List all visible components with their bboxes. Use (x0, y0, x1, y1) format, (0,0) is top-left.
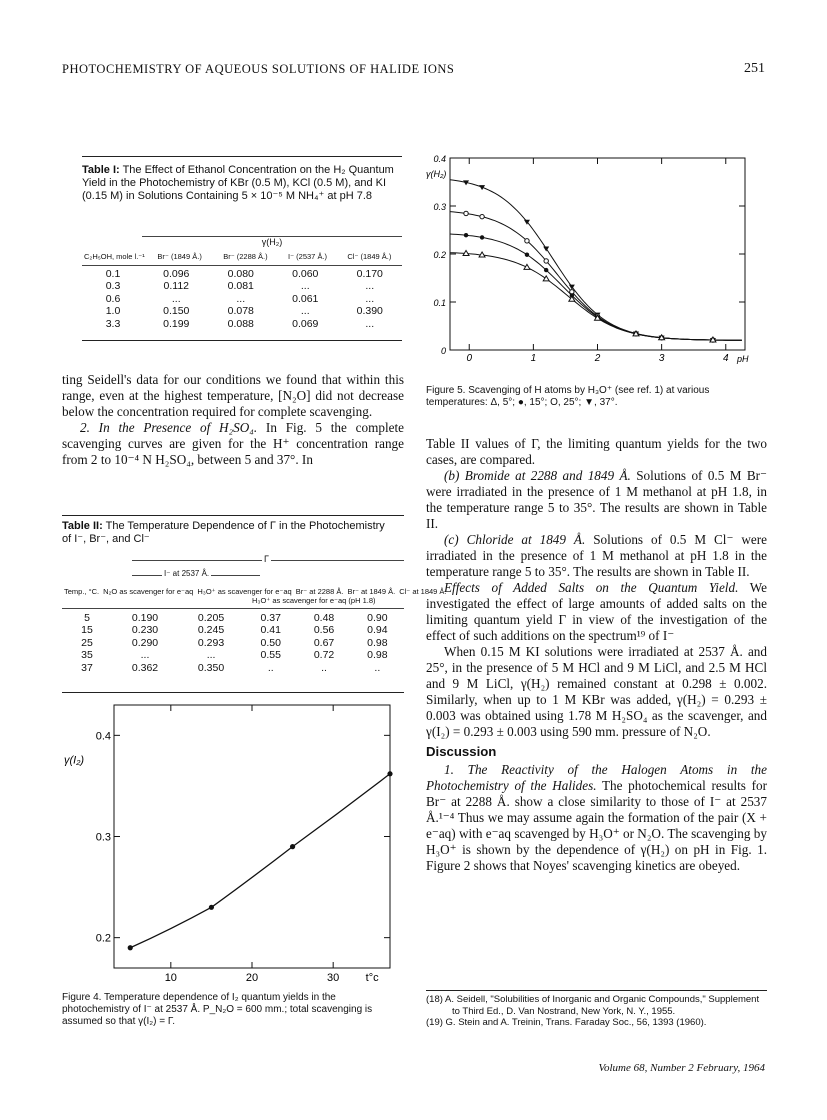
table-cell: 0.37 (260, 611, 281, 624)
references-rule (426, 990, 767, 991)
table-cell: 3.3 (105, 317, 121, 330)
y-tick-label: 0.3 (433, 202, 446, 212)
table-cell: 0.080 (227, 267, 254, 280)
table2-bottom-rule (62, 692, 404, 693)
table-cell: ... (365, 292, 375, 305)
table1 (82, 230, 402, 330)
table-cell: 0.061 (292, 292, 319, 305)
table-cell: 0.170 (356, 267, 383, 280)
data-point (544, 268, 548, 272)
table-cell: 35 (81, 649, 93, 662)
y-axis-label: γ(I₂) (64, 754, 85, 767)
table-cell: 0.94 (367, 624, 388, 637)
data-point (544, 259, 548, 263)
table1-caption: Table I: The Effect of Ethanol Concentration on the H₂ Quantum Yield in the Photochemistry of KBr (0.5 M), KCl (0.5 M), and KI (0.15 M) in Solutions Containing 5 × 10⁻⁵ M NH₄⁺ at pH 7.8 (82, 164, 394, 202)
table-cell: ... (365, 317, 375, 330)
table2-caption: Table II: The Temperature Dependence of Γ in the Photochemistry of I⁻, Br⁻, and Cl⁻ (62, 520, 385, 545)
table-row (82, 293, 402, 306)
table-cell: 0.3 (105, 280, 121, 293)
table-row (82, 268, 402, 281)
table-row (62, 649, 404, 662)
references (426, 994, 767, 1029)
y-tick-label: 0.2 (433, 250, 446, 260)
table-cell: 0.67 (313, 636, 335, 649)
right-column-text (426, 436, 767, 874)
x-tick-label: 4 (722, 353, 729, 364)
paragraph: 1. The Reactivity of the Halogen Atoms in the Photochemistry of the Halides. The photochemical results for Br⁻ at 2288 Å. show a close similarity to those of I⁻ at 2537 Å.¹⁻⁴ Thus we may assume again the formation of the pair (X + e⁻aq) with e⁻aq scavenged by H₃O⁺ or N₂O. The scavenging by H₃O⁺ is shown by the dependence of γ(H₂) on pH in Fig. 1. Figure 2 shows that Noyes' scavenging kinetics are obeyed. (426, 762, 767, 873)
data-point (543, 276, 549, 281)
table-cell: 0.6 (105, 292, 121, 305)
series-line (450, 253, 742, 341)
data-point (464, 211, 468, 215)
table-cell: 5 (84, 611, 90, 624)
figure5-plot (420, 150, 765, 375)
table-cell: 0.088 (227, 317, 254, 330)
table-cell: 0.081 (227, 280, 254, 293)
table-cell: 0.90 (367, 611, 388, 624)
paragraph: When 0.15 M KI solutions were irradiated at 2537 Å. and 25°, in the presence of 5 M HCl and 9 M LiCl, and 2.5 M HCl and 9 M LiCl, γ(H₂) remained constant at 0.298 ± 0.002. Similarly, when up to 1 M KBr was added, γ(H₂) = 0.293 ± 0.003 was obtained using 1.78 M H₂SO₄ as the scavenger, and γ(I₂) = 0.293 ± 0.003 using 590 mm. pressure of N₂O. (426, 644, 767, 739)
table-cell: 0.150 (163, 305, 190, 318)
paragraph: Table II values of Γ, the limiting quantum yields for the two cases, are compared. (426, 436, 767, 467)
table2-header-row: Temp., °C. N₂O as scavenger for e⁻aq H₃O⁺ as scavenger for e⁻aq Br⁻ at 2288 Å. Br⁻ at 1849 Å. Cl⁻ at 1849 Å. (64, 587, 447, 596)
table1-top-rule (82, 156, 402, 157)
table-cell: .. (267, 661, 274, 674)
data-point (128, 945, 133, 950)
table-cell: 0.98 (367, 649, 388, 662)
data-point (480, 214, 484, 218)
y-tick-label: 0.1 (433, 298, 446, 308)
x-tick-label: 3 (658, 353, 665, 364)
data-point (464, 233, 468, 237)
table-cell: 1.0 (105, 305, 121, 318)
table-cell: 0.1 (105, 267, 121, 280)
table-cell: 37 (81, 661, 93, 674)
table-cell: ... (140, 649, 150, 662)
table2-body (62, 612, 404, 675)
table-row (62, 612, 404, 625)
reference-item: (19) G. Stein and A. Treinin, Trans. Faraday Soc., 56, 1393 (1960). (426, 1017, 707, 1028)
table-cell: 0.069 (292, 317, 319, 330)
table-cell: 0.55 (260, 649, 281, 662)
table2-top-rule (62, 515, 404, 516)
x-axis-label: pH (737, 354, 749, 364)
y-axis-label: γ(H₂) (426, 169, 447, 180)
table-cell: 0.199 (163, 317, 190, 330)
figure5-caption: Figure 5. Scavenging of H atoms by H₃O⁺ (see ref. 1) at various temperatures: Δ, 5°; ●, 15°; O, 25°; ▼, 37°. (426, 385, 710, 408)
figure4-caption: Figure 4. Temperature dependence of I₂ quantum yields in the photochemistry of I⁻ at 2537 Å. P_N₂O = 600 mm.; total scavenging is assumed so that γ(I₂) = Γ. (62, 992, 373, 1027)
x-tick-label: 10 (164, 972, 177, 984)
data-point (543, 247, 549, 252)
table-cell: 0.290 (131, 636, 159, 649)
data-point (209, 905, 214, 910)
table-cell: 0.293 (197, 636, 225, 649)
paragraph: (b) Bromide at 2288 and 1849 Å. Solutions of 0.5 M Br⁻ were irradiated in the presence of 1 M methanol at pH 1.8, in the temperature range 5 to 35°. The results are shown in Table II. (426, 468, 767, 531)
plot-frame (114, 705, 390, 968)
table1-bottom-rule (82, 340, 402, 341)
table-cell: 0.50 (260, 636, 281, 649)
x-tick-label: 2 (594, 353, 601, 364)
series-line (450, 212, 742, 341)
plot-frame (450, 158, 745, 350)
table-cell: 0.060 (292, 267, 319, 280)
table-row (62, 662, 404, 675)
table-cell: 0.362 (131, 661, 159, 674)
page-number: 251 (744, 61, 765, 76)
x-tick-label: 0 (466, 353, 473, 364)
data-point (480, 235, 484, 239)
table-row (82, 318, 402, 331)
x-tick-label: 20 (245, 972, 259, 984)
table-cell: 0.205 (197, 611, 225, 624)
table-row (62, 637, 404, 650)
discussion-heading: Discussion (426, 744, 497, 759)
table-cell: 0.190 (131, 611, 159, 624)
table-cell: .. (321, 661, 327, 674)
series-line (450, 234, 742, 340)
table-cell: 0.41 (260, 624, 281, 637)
table-cell: 0.245 (197, 624, 225, 637)
data-point (290, 844, 295, 849)
page-footer: Volume 68, Number 2 February, 1964 (598, 1062, 765, 1074)
figure4-plot (62, 700, 407, 990)
table1-body (82, 268, 402, 331)
y-tick-label: 0.4 (433, 154, 446, 164)
table-cell: ... (171, 292, 181, 305)
table2-subheader: H₃O⁺ as scavenger for e⁻aq (pH 1.8) (252, 595, 376, 605)
table1-header-row: C₂H₅OH, mole l.⁻¹ Br⁻ (1849 Å.) Br⁻ (2288 Å.) I⁻ (2537 Å.) Cl⁻ (1849 Å.) (84, 252, 392, 261)
data-point (525, 239, 529, 243)
y-tick-label: 0.2 (95, 932, 111, 945)
table-row (62, 624, 404, 637)
x-tick-label: 1 (530, 353, 537, 364)
y-tick-label: 0 (440, 346, 446, 356)
table-cell: 0.56 (313, 624, 335, 637)
table2-gamma-header: Γ (264, 554, 269, 564)
left-column-text (62, 372, 404, 468)
table-cell: 0.078 (227, 305, 254, 318)
table-cell: 0.98 (367, 636, 388, 649)
table-cell: 0.48 (313, 611, 335, 624)
table-cell: 0.72 (313, 649, 335, 662)
x-axis-label: t°c (365, 972, 379, 984)
paragraph: 2. In the Presence of H₂SO₄. In Fig. 5 the complete scavenging curves are given for the H⁺ concentration range from 2 to 10⁻⁴ N H₂SO₄, between 5 and 37°. In (62, 420, 404, 467)
table-cell: .. (374, 661, 381, 674)
x-tick-label: 30 (327, 972, 340, 984)
series-line (130, 774, 390, 948)
table-cell: 0.230 (131, 624, 159, 637)
table-cell: 0.390 (356, 305, 383, 318)
table-cell: ... (300, 280, 310, 293)
table-row (82, 305, 402, 318)
table1-span-header: γ(H₂) (142, 236, 402, 247)
table2 (62, 554, 447, 674)
paragraph: (c) Chloride at 1849 Å. Solutions of 0.5 M Cl⁻ were irradiated in the presence of 1 M methanol at pH 1.8 in the temperature range 5 to 35°. The results are shown in Table II. (426, 532, 767, 579)
table2-i-header: I⁻ at 2537 Å. (164, 569, 210, 578)
table-row (82, 280, 402, 293)
paragraph: Effects of Added Salts on the Quantum Yield. We investigated the effect of large amounts of added salts on the limiting quantum yield Γ in view of the investigation of the effect of such additions on the spectrum¹⁹ of I⁻ (426, 580, 767, 643)
data-point (387, 771, 392, 776)
table-cell: 25 (81, 636, 93, 649)
table-cell: 0.112 (163, 280, 189, 293)
table-cell: 15 (81, 624, 93, 637)
table-cell: ... (206, 649, 216, 662)
reference-item: (18) A. Seidell, "Solubilities of Inorganic and Organic Compounds," Supplement to Third Ed., D. Van Nostrand, New York, N. Y., 1955. (426, 994, 760, 1017)
y-tick-label: 0.3 (95, 831, 111, 844)
table-cell: 0.350 (197, 661, 225, 674)
table-cell: 0.096 (163, 267, 190, 280)
data-point (525, 253, 529, 257)
paragraph: ting Seidell's data for our conditions we found that within this range, even at the highest temperature, [N₂O] did not decrease below the concentration required for complete scavenging. (62, 372, 404, 419)
y-tick-label: 0.4 (95, 730, 111, 743)
table-cell: ... (236, 292, 246, 305)
table-cell: ... (365, 280, 375, 293)
table-cell: ... (300, 305, 310, 318)
running-head: PHOTOCHEMISTRY OF AQUEOUS SOLUTIONS OF HALIDE IONS (62, 62, 455, 76)
